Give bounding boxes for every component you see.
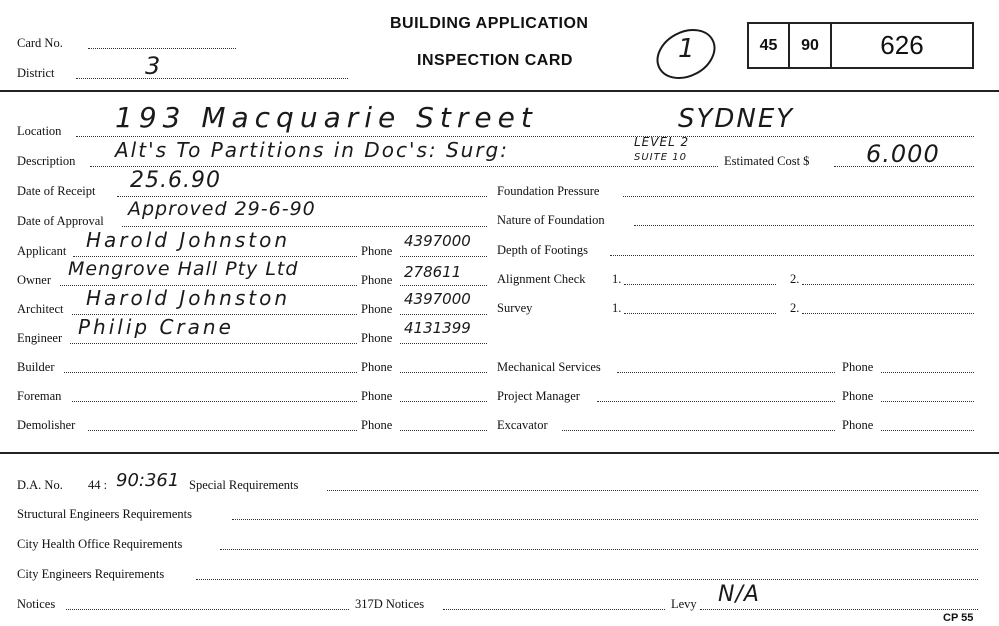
date-receipt-line — [117, 196, 487, 197]
nature-foundation-line — [634, 225, 974, 226]
district-value: 3 — [145, 52, 162, 80]
survey-num-2: 2. — [790, 301, 800, 315]
builder-phone-label: Phone — [361, 360, 393, 374]
card-no-line — [88, 48, 236, 49]
builder-label: Builder — [17, 360, 55, 374]
engineer-phone-label: Phone — [361, 331, 393, 345]
da-label: D.A. No. — [17, 478, 63, 492]
date-approval-line — [122, 226, 487, 227]
owner-label: Owner — [17, 273, 52, 287]
date-approval-value: Approved 29-6-90 — [128, 198, 316, 220]
estimated-cost-label: Estimated Cost $ — [724, 154, 810, 168]
nature-foundation-label: Nature of Foundation — [497, 213, 605, 227]
owner-phone-line — [400, 285, 487, 286]
foreman-label: Foreman — [17, 389, 62, 403]
city-engineers-label: City Engineers Requirements — [17, 567, 165, 581]
architect-phone-line — [400, 314, 487, 315]
demolisher-line — [88, 430, 357, 431]
structural-label: Structural Engineers Requirements — [17, 507, 192, 521]
levy-label: Levy — [671, 597, 697, 611]
notices-317d-line — [443, 609, 665, 610]
alignment-check-label: Alignment Check — [497, 272, 586, 286]
survey-num-1: 1. — [612, 301, 622, 315]
title-line-2: INSPECTION CARD — [417, 52, 573, 69]
mechanical-line — [617, 372, 835, 373]
location-line — [76, 136, 974, 137]
applicant-phone-label: Phone — [361, 244, 393, 258]
header-rule — [0, 90, 999, 92]
location-street: 193 Macquarie Street — [115, 101, 538, 134]
special-requirements-line — [327, 490, 978, 491]
applicant-phone-line — [400, 256, 487, 257]
engineer-phone-value: 4131399 — [404, 319, 471, 337]
engineer-label: Engineer — [17, 331, 63, 345]
structural-line — [232, 519, 978, 520]
project-manager-phone-line — [881, 401, 974, 402]
health-line — [220, 549, 978, 550]
location-label: Location — [17, 124, 62, 138]
da-prefix: 44 : — [88, 478, 108, 492]
excavator-phone-line — [881, 430, 974, 431]
levy-line — [700, 609, 978, 610]
applicant-value: Harold Johnston — [86, 228, 291, 252]
engineer-line — [70, 343, 357, 344]
date-approval-label: Date of Approval — [17, 214, 104, 228]
health-label: City Health Office Requirements — [17, 537, 183, 551]
code-box-3: 626 — [830, 22, 974, 69]
applicant-phone-value: 4397000 — [404, 232, 471, 250]
alignment-line-1 — [624, 284, 776, 285]
code-box-2: 90 — [788, 22, 832, 69]
location-city: SYDNEY — [678, 104, 795, 134]
engineer-value: Philip Crane — [78, 315, 234, 339]
alignment-num-1: 1. — [612, 272, 622, 286]
project-manager-line — [597, 401, 835, 402]
foundation-pressure-label: Foundation Pressure — [497, 184, 600, 198]
title-line-1: BUILDING APPLICATION — [390, 15, 589, 32]
card-no-label: Card No. — [17, 36, 63, 50]
architect-phone-value: 4397000 — [404, 290, 471, 308]
notices-label: Notices — [17, 597, 56, 611]
architect-label: Architect — [17, 302, 64, 316]
notices-line — [66, 609, 349, 610]
owner-value: Mengrove Hall Pty Ltd — [68, 258, 299, 280]
applicant-label: Applicant — [17, 244, 67, 258]
survey-label: Survey — [497, 301, 533, 315]
depth-footings-label: Depth of Footings — [497, 243, 588, 257]
description-suite: SUITE 10 — [634, 152, 687, 163]
middle-rule — [0, 452, 999, 454]
description-line — [90, 166, 718, 167]
circled-number: 1 — [678, 34, 696, 64]
survey-line-2 — [802, 313, 974, 314]
mechanical-phone-label: Phone — [842, 360, 874, 374]
depth-footings-line — [610, 255, 974, 256]
foundation-pressure-line — [623, 196, 974, 197]
excavator-label: Excavator — [497, 418, 548, 432]
architect-phone-label: Phone — [361, 302, 393, 316]
foreman-phone-line — [400, 401, 487, 402]
district-label: District — [17, 66, 55, 80]
demolisher-label: Demolisher — [17, 418, 76, 432]
levy-value: N/A — [718, 582, 760, 607]
engineer-phone-line — [400, 343, 487, 344]
builder-phone-line — [400, 372, 487, 373]
foreman-line — [72, 401, 357, 402]
mechanical-phone-line — [881, 372, 974, 373]
mechanical-label: Mechanical Services — [497, 360, 601, 374]
foreman-phone-label: Phone — [361, 389, 393, 403]
special-requirements-label: Special Requirements — [189, 478, 299, 492]
estimated-cost-value: 6.000 — [866, 140, 940, 168]
owner-phone-label: Phone — [361, 273, 393, 287]
project-manager-phone-label: Phone — [842, 389, 874, 403]
form-code: CP 55 — [943, 612, 974, 624]
builder-line — [64, 372, 357, 373]
project-manager-label: Project Manager — [497, 389, 580, 403]
code-box-1: 45 — [747, 22, 790, 69]
owner-phone-value: 278611 — [404, 263, 462, 281]
alignment-num-2: 2. — [790, 272, 800, 286]
alignment-line-2 — [802, 284, 974, 285]
description-value: Alt's To Partitions in Doc's: Surg: — [115, 138, 509, 162]
city-engineers-line — [196, 579, 978, 580]
description-level: LEVEL 2 — [634, 135, 690, 149]
applicant-line — [73, 256, 357, 257]
notices-317d-label: 317D Notices — [355, 597, 425, 611]
date-receipt-value: 25.6.90 — [130, 168, 221, 193]
district-line — [76, 78, 348, 79]
excavator-line — [562, 430, 835, 431]
da-value: 90:361 — [116, 470, 180, 491]
demolisher-phone-line — [400, 430, 487, 431]
survey-line-1 — [624, 313, 776, 314]
date-receipt-label: Date of Receipt — [17, 184, 96, 198]
architect-value: Harold Johnston — [86, 286, 291, 310]
excavator-phone-label: Phone — [842, 418, 874, 432]
description-label: Description — [17, 154, 76, 168]
demolisher-phone-label: Phone — [361, 418, 393, 432]
